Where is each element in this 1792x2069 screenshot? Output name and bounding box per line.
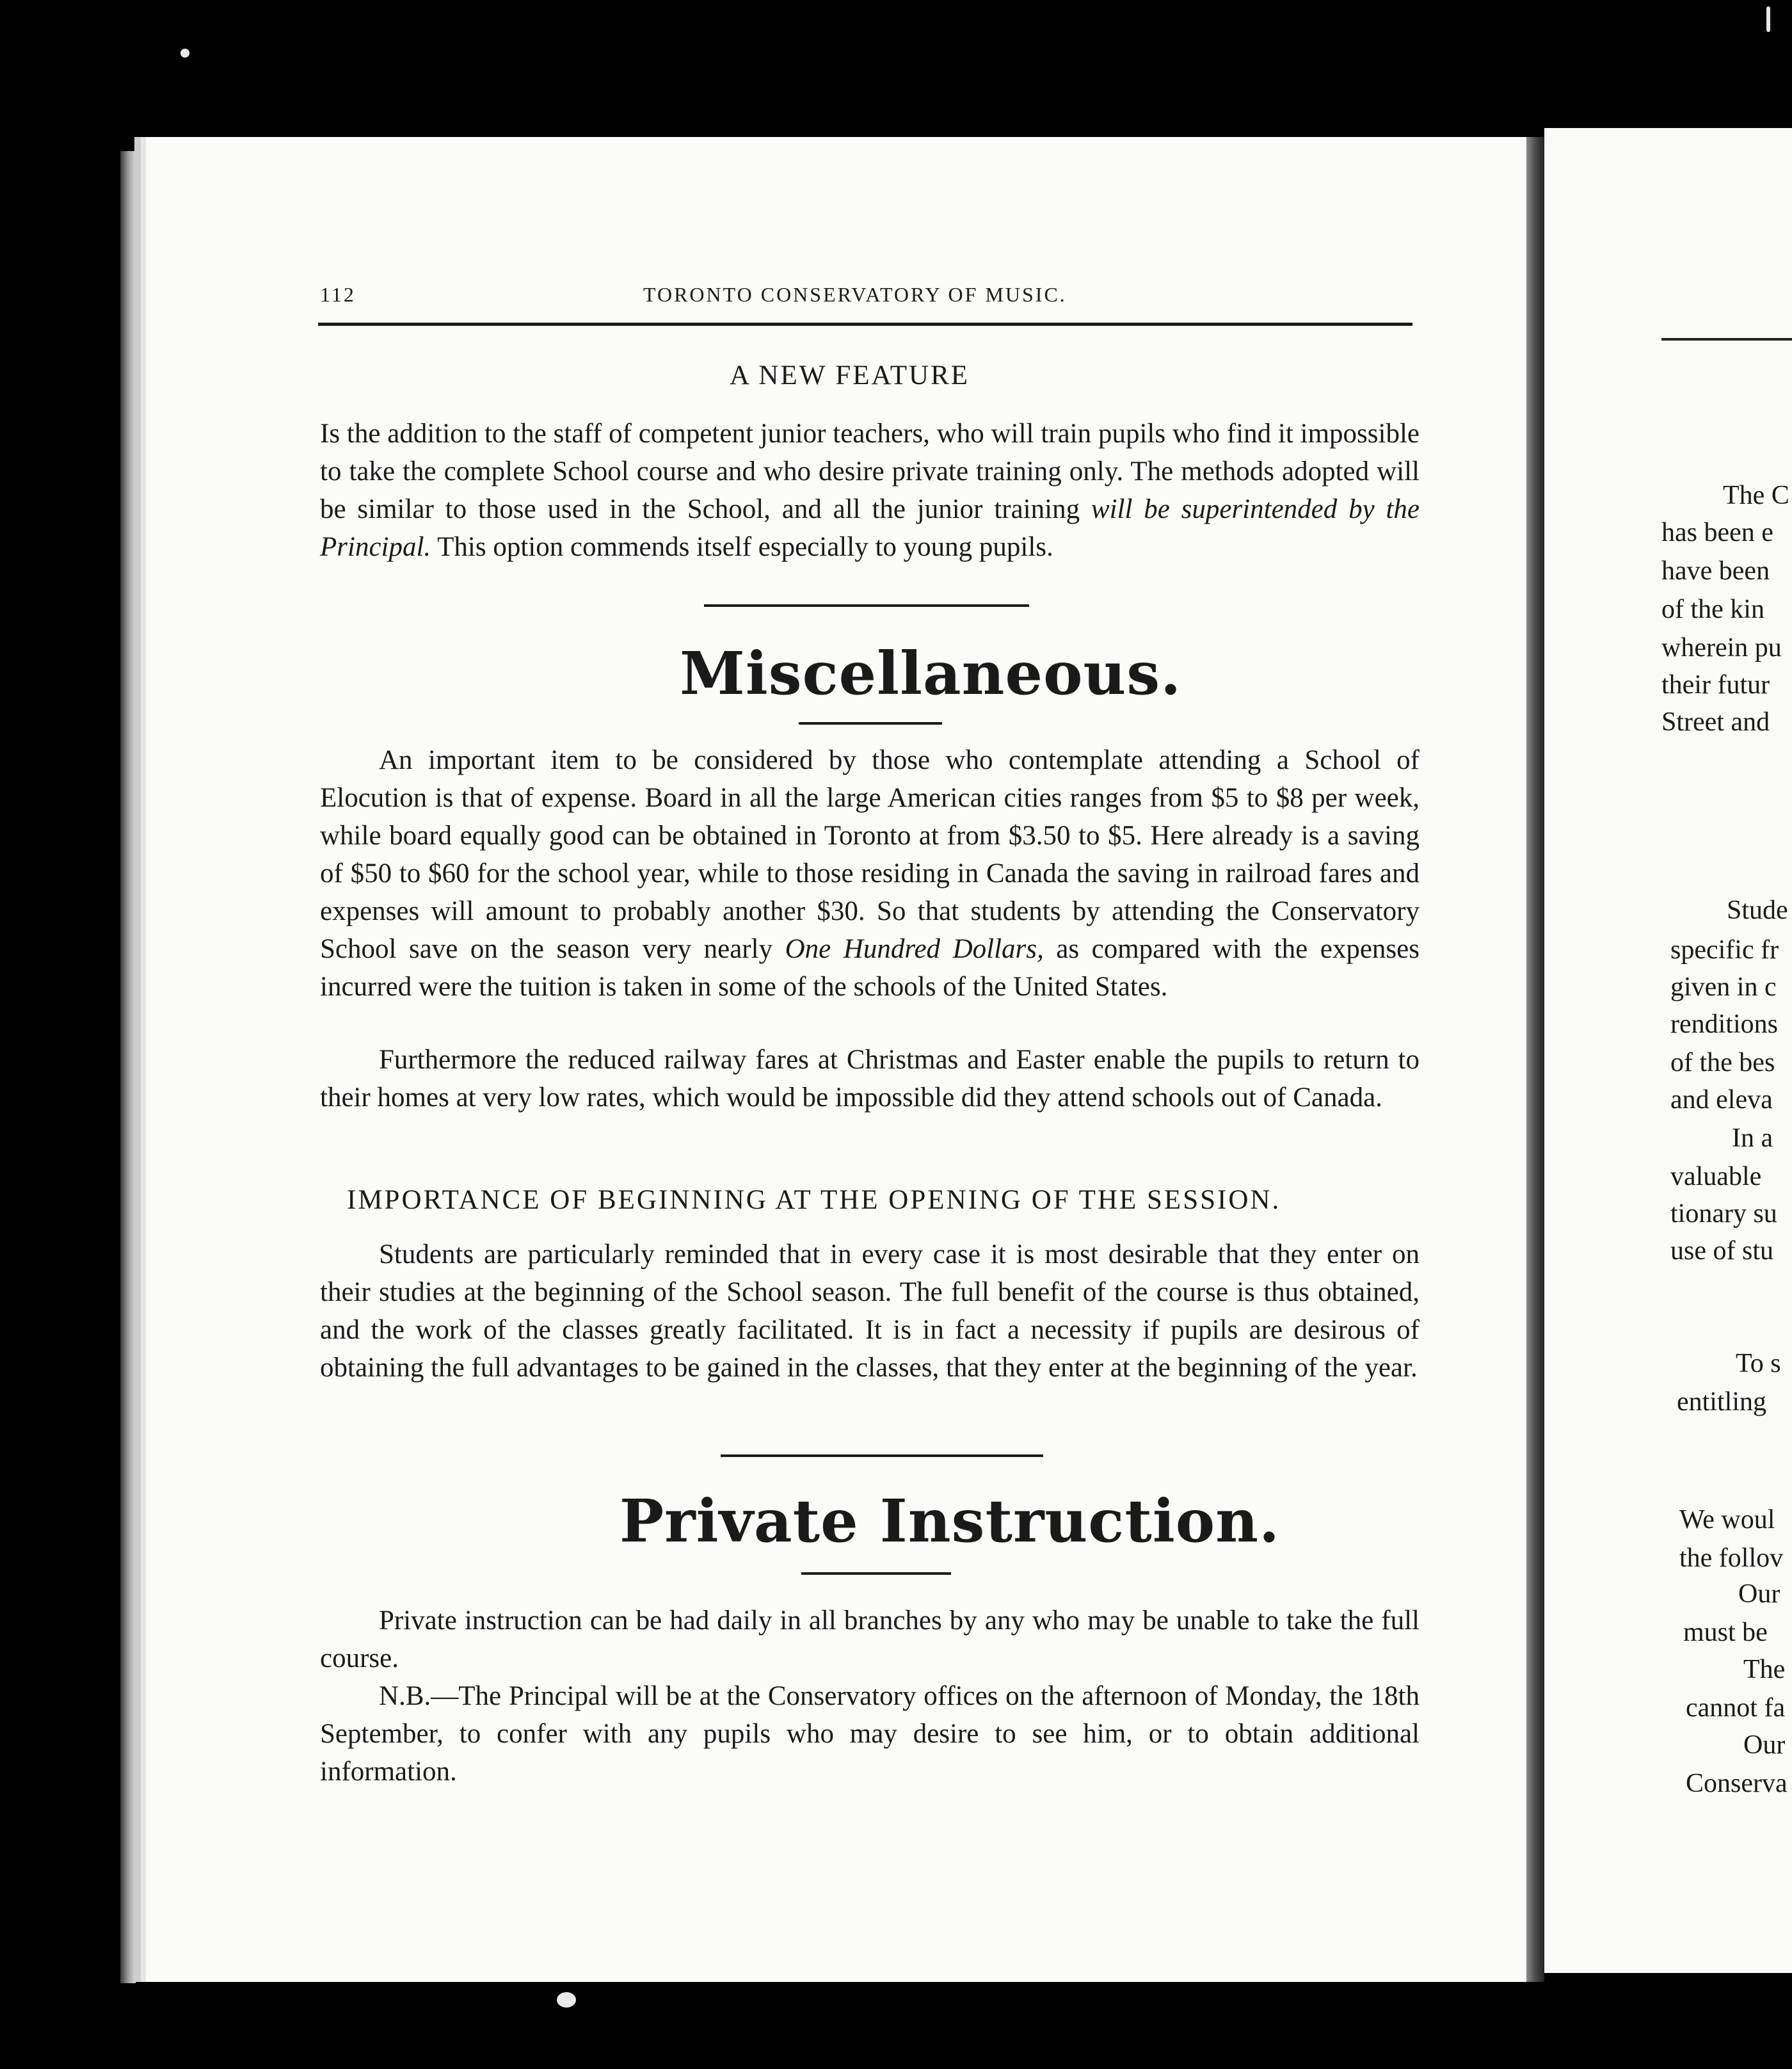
- private-instruction-underline: [801, 1572, 951, 1575]
- right-line: Conserva: [1686, 1769, 1788, 1798]
- misc-p1-italic: One Hundred Dollars,: [785, 934, 1044, 964]
- right-line: has been e: [1661, 518, 1773, 547]
- scan-dust-speck: [180, 49, 189, 58]
- scan-dust-speck: [557, 1992, 576, 2008]
- miscellaneous-paragraph-1: [320, 741, 1420, 1006]
- private-instruction-title: Private Instruction.: [620, 1486, 1281, 1556]
- misc-p1-text-a: An important item to be considered by those who contemplate attending a School of Elocution is that of expense. Board in all the large American cities ranges from $5 to $8 per week, while board equally good can be obtained in Toronto at from $3.50 to $5. Here already is a saving of $50 to $60 for the school year, while to those residing in Canada the saving in railroad fares and expenses will amount to probably another $30. So that students by attending the Conservatory School save on the season very nearly: [320, 745, 1420, 964]
- right-line: We woul: [1679, 1505, 1775, 1534]
- right-line: Street and: [1661, 707, 1770, 737]
- right-line: given in c: [1670, 972, 1777, 1002]
- right-line: of the kin: [1661, 595, 1764, 624]
- right-line: the follov: [1679, 1543, 1784, 1573]
- scan-dust-speck: [1766, 6, 1770, 32]
- miscellaneous-title: Miscellaneous.: [680, 639, 1182, 708]
- right-line: of the bes: [1670, 1048, 1775, 1077]
- right-line: entitling: [1677, 1387, 1766, 1417]
- right-line: must be: [1683, 1618, 1768, 1647]
- private-p2-text: N.B.—The Principal will be at the Conservatory offices on the afternoon of Monday, the 18th September, to confer with any pupils who may desire to see him, or to obtain additional information.: [320, 1681, 1420, 1787]
- new-feature-italic: will be superintended by the Principal.: [320, 494, 1420, 562]
- miscellaneous-underline: [799, 722, 942, 725]
- right-line: The: [1743, 1655, 1786, 1684]
- right-line: use of stu: [1670, 1236, 1773, 1266]
- right-line: specific fr: [1670, 935, 1779, 965]
- running-head: TORONTO CONSERVATORY OF MUSIC.: [643, 283, 1067, 306]
- right-line: To s: [1736, 1349, 1781, 1378]
- right-line: wherein pu: [1661, 633, 1782, 663]
- misc-p2-text: Furthermore the reduced railway fares at Christmas and Easter enable the pupils to return to their homes at very low rates, which would be impossible did they attend schools out of Canada.: [320, 1045, 1420, 1113]
- miscellaneous-paragraph-2: [320, 1041, 1420, 1116]
- importance-paragraph: [320, 1236, 1420, 1387]
- right-line: Our: [1738, 1579, 1780, 1609]
- right-line: valuable: [1670, 1162, 1762, 1191]
- private-instruction-paragraph-1: [320, 1602, 1420, 1677]
- header-rule: [318, 323, 1412, 326]
- right-line: Our: [1743, 1730, 1786, 1760]
- private-instruction-paragraph-2: [320, 1677, 1420, 1791]
- right-line: cannot fa: [1686, 1693, 1786, 1723]
- right-line: In a: [1732, 1123, 1773, 1153]
- right-line: have been: [1661, 556, 1770, 586]
- new-feature-heading: A NEW FEATURE: [730, 360, 970, 390]
- importance-text: Students are particularly reminded that in every case it is most desirable that they enter on their studies at the beginning of the School season. The full benefit of the course is thus obtained, and the work of the classes greatly facilitated. It is in fact a necessity if pupils are desirous of obtaining the full advantages to be gained in the classes, that they enter at the beginning of the year.: [320, 1239, 1420, 1383]
- section-divider-1: [704, 604, 1029, 607]
- right-line: The C: [1723, 481, 1789, 510]
- misc-p1-text-b: as compared with the expenses incurred were the tuition is taken in some of the schools of the United States.: [320, 934, 1420, 1002]
- right-line: and eleva: [1670, 1085, 1773, 1115]
- right-line: Stude: [1727, 896, 1788, 925]
- book-gutter: [1526, 137, 1544, 1982]
- new-feature-text-1: Is the addition to the staff of competent junior teachers, who will train pupils who find it impossible to take the complete School course and who desire private training only. The methods adopted will be similar to those used in the School, and all the junior training: [320, 419, 1420, 524]
- page-edge-shadow: [120, 151, 136, 1983]
- right-line: tionary su: [1670, 1199, 1777, 1228]
- new-feature-text-2: This option commends itself especially to young pupils.: [431, 532, 1053, 562]
- right-line: renditions: [1670, 1010, 1778, 1039]
- page-number: 112: [320, 283, 356, 306]
- private-p1-text: Private instruction can be had daily in all branches by any who may be unable to take the full course.: [320, 1606, 1420, 1673]
- new-feature-paragraph: [320, 415, 1420, 566]
- importance-heading: IMPORTANCE OF BEGINNING AT THE OPENING OF THE SESSION.: [347, 1185, 1281, 1215]
- section-divider-2: [721, 1454, 1043, 1457]
- right-page-header-rule: [1661, 338, 1792, 341]
- right-line: their futur: [1661, 670, 1770, 700]
